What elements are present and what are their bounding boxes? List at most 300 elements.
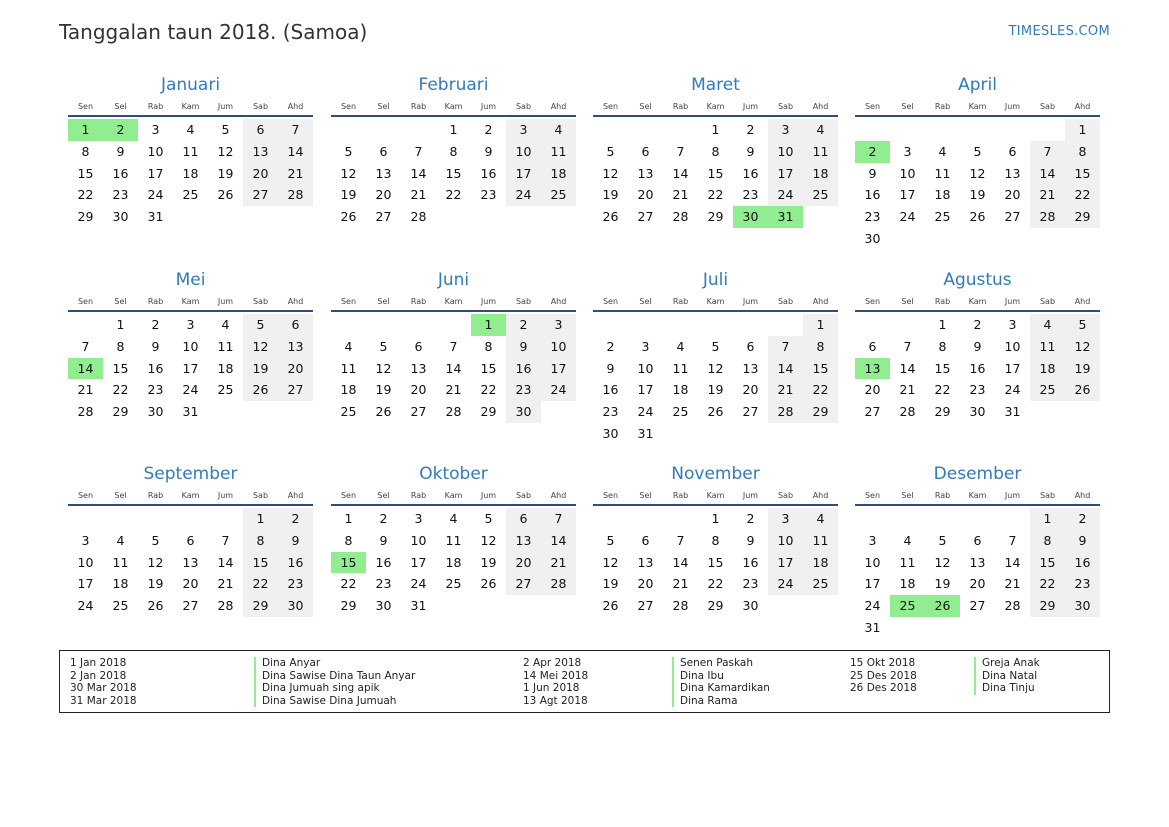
- weekday-label: Sen: [864, 491, 881, 500]
- weekday-label: Sab: [777, 102, 794, 111]
- day-cell: 19: [934, 576, 951, 592]
- weekday-header: [331, 489, 576, 503]
- weekday-label: Kam: [444, 297, 463, 306]
- day-cell: 15: [77, 165, 94, 181]
- day-cell: 25: [803, 573, 838, 595]
- legend-date: 14 Mei 2018: [523, 669, 589, 682]
- day-cell: 24: [147, 187, 164, 203]
- day-cell: 27: [506, 573, 541, 595]
- weekday-label: Sen: [864, 297, 881, 306]
- empty-cell: [593, 314, 628, 336]
- day-cell: 25: [672, 404, 689, 420]
- day-cell: 16: [506, 358, 541, 380]
- day-cell: 14: [899, 360, 916, 376]
- empty-cell: [68, 314, 103, 336]
- day-cell: 17: [637, 382, 654, 398]
- weekday-label: Sab: [252, 297, 269, 306]
- empty-cell: [663, 119, 698, 141]
- day-cell: 7: [414, 143, 423, 159]
- day-cell: 21: [445, 382, 462, 398]
- holiday-day-cell: 2: [103, 119, 138, 141]
- holiday-day-cell: 2: [855, 141, 890, 163]
- day-cell: 12: [602, 554, 619, 570]
- day-cell: 4: [541, 119, 576, 141]
- weekday-label: Ahd: [550, 491, 567, 500]
- weekday-label: Sen: [602, 297, 619, 306]
- day-cell: 26: [147, 598, 164, 614]
- empty-cell: [890, 119, 925, 141]
- day-cell: 10: [768, 141, 803, 163]
- day-cell: 20: [506, 552, 541, 574]
- legend-date: 2 Apr 2018: [523, 657, 582, 669]
- holiday-day-cell: 14: [68, 358, 103, 380]
- day-cell: 24: [410, 576, 427, 592]
- day-cell: 1: [711, 122, 720, 137]
- weekday-label: Kam: [968, 102, 987, 111]
- empty-cell: [366, 119, 401, 141]
- day-cell: 20: [637, 576, 654, 592]
- day-cell: 23: [278, 573, 313, 595]
- day-cell: 7: [541, 508, 576, 530]
- weekday-label: Jum: [1004, 491, 1021, 500]
- header-rule: [331, 504, 576, 506]
- empty-cell: [173, 508, 208, 530]
- empty-cell: [698, 314, 733, 336]
- day-cell: 23: [506, 379, 541, 401]
- weekday-header: [855, 100, 1100, 114]
- day-cell: 12: [969, 165, 986, 181]
- weekday-label: Rab: [147, 491, 164, 500]
- weekday-label: Rab: [147, 102, 164, 111]
- weekday-label: Kam: [181, 491, 200, 500]
- weekday-header: [593, 295, 838, 309]
- day-cell: 6: [746, 338, 755, 354]
- weekday-label: Rab: [672, 491, 689, 500]
- legend-holiday-name: Dina Rama: [680, 694, 738, 707]
- legend-date: 13 Agt 2018: [523, 694, 588, 707]
- day-cell: 13: [637, 554, 654, 570]
- day-cell: 12: [602, 165, 619, 181]
- weekday-header: [855, 489, 1100, 503]
- day-cell: 16: [602, 382, 619, 398]
- empty-cell: [68, 508, 103, 530]
- legend-date: 25 Des 2018: [850, 669, 917, 682]
- day-cell: 13: [1004, 165, 1021, 181]
- day-cell: 14: [1004, 554, 1021, 570]
- day-cell: 2: [379, 511, 388, 526]
- day-cell: 27: [1004, 209, 1021, 225]
- day-cell: 23: [1065, 573, 1100, 595]
- weekday-label: Rab: [934, 102, 951, 111]
- empty-cell: [366, 314, 401, 336]
- empty-cell: [628, 314, 663, 336]
- day-cell: 27: [864, 404, 881, 420]
- day-cell: 21: [768, 379, 803, 401]
- month-name: September: [143, 464, 238, 484]
- day-cell: 4: [449, 511, 458, 526]
- day-cell: 19: [602, 187, 619, 203]
- day-cell: 1: [1030, 508, 1065, 530]
- month-juli: [593, 269, 838, 445]
- day-cell: 11: [803, 141, 838, 163]
- day-cell: 1: [116, 317, 125, 332]
- day-grid: [593, 508, 838, 617]
- day-cell: 18: [340, 382, 357, 398]
- day-cell: 27: [375, 209, 392, 225]
- day-cell: 28: [77, 404, 94, 420]
- day-cell: 21: [1030, 184, 1065, 206]
- day-grid: [593, 314, 838, 445]
- weekday-label: Jum: [1004, 102, 1021, 111]
- day-cell: 13: [278, 336, 313, 358]
- day-cell: 12: [217, 143, 234, 159]
- site-link[interactable]: TIMESLES.COM: [1008, 24, 1110, 39]
- day-cell: 18: [1030, 358, 1065, 380]
- day-cell: 12: [1065, 336, 1100, 358]
- day-cell: 8: [344, 532, 353, 548]
- day-cell: 4: [116, 532, 125, 548]
- day-cell: 21: [278, 163, 313, 185]
- day-cell: 11: [672, 360, 689, 376]
- day-cell: 10: [637, 360, 654, 376]
- legend-holiday-name: Dina Ibu: [680, 669, 724, 682]
- day-cell: 29: [707, 209, 724, 225]
- empty-cell: [593, 119, 628, 141]
- weekday-label: Sel: [639, 491, 652, 500]
- day-cell: 22: [77, 187, 94, 203]
- day-cell: 30: [602, 425, 619, 441]
- day-cell: 8: [1065, 141, 1100, 163]
- day-cell: 30: [742, 598, 759, 614]
- day-cell: 1: [243, 508, 278, 530]
- day-cell: 21: [899, 382, 916, 398]
- day-cell: 14: [672, 165, 689, 181]
- day-cell: 13: [410, 360, 427, 376]
- weekday-label: Sab: [1039, 491, 1056, 500]
- day-cell: 10: [410, 532, 427, 548]
- day-cell: 15: [112, 360, 129, 376]
- day-cell: 26: [1065, 379, 1100, 401]
- weekday-label: Kam: [444, 491, 463, 500]
- day-cell: 30: [864, 230, 881, 246]
- day-cell: 8: [449, 143, 458, 159]
- day-cell: 3: [541, 314, 576, 336]
- day-cell: 3: [506, 119, 541, 141]
- holiday-legend: [59, 650, 1110, 713]
- day-cell: 30: [1065, 595, 1100, 617]
- empty-cell: [401, 119, 436, 141]
- day-cell: 17: [899, 187, 916, 203]
- day-cell: 6: [868, 338, 877, 354]
- legend-date: 15 Okt 2018: [850, 657, 916, 669]
- weekday-label: Kam: [706, 297, 725, 306]
- day-cell: 5: [379, 338, 388, 354]
- day-cell: 15: [803, 358, 838, 380]
- day-cell: 14: [445, 360, 462, 376]
- day-cell: 9: [746, 143, 755, 159]
- day-cell: 9: [278, 530, 313, 552]
- day-cell: 5: [973, 143, 982, 159]
- day-cell: 21: [410, 187, 427, 203]
- day-cell: 12: [243, 336, 278, 358]
- weekday-label: Ahd: [812, 102, 829, 111]
- day-cell: 15: [707, 165, 724, 181]
- day-cell: 5: [606, 143, 615, 159]
- day-cell: 22: [707, 187, 724, 203]
- month-september: [68, 463, 313, 617]
- legend-names-1: [254, 657, 415, 707]
- day-cell: 18: [899, 576, 916, 592]
- weekday-label: Ahd: [812, 297, 829, 306]
- weekday-label: Sab: [777, 297, 794, 306]
- day-cell: 5: [151, 532, 160, 548]
- day-cell: 29: [707, 598, 724, 614]
- header-rule: [855, 504, 1100, 506]
- day-cell: 6: [414, 338, 423, 354]
- weekday-label: Sen: [602, 102, 619, 111]
- day-cell: 7: [1030, 141, 1065, 163]
- day-cell: 4: [938, 143, 947, 159]
- day-cell: 28: [217, 598, 234, 614]
- day-cell: 19: [375, 382, 392, 398]
- weekday-label: Jum: [742, 297, 759, 306]
- day-cell: 30: [375, 598, 392, 614]
- day-cell: 9: [484, 143, 493, 159]
- day-cell: 15: [480, 360, 497, 376]
- day-cell: 29: [77, 209, 94, 225]
- day-cell: 24: [506, 184, 541, 206]
- day-cell: 26: [375, 404, 392, 420]
- day-cell: 17: [182, 360, 199, 376]
- month-juni: [331, 269, 576, 423]
- day-cell: 1: [344, 511, 353, 526]
- day-cell: 27: [637, 598, 654, 614]
- day-cell: 27: [243, 184, 278, 206]
- day-cell: 17: [410, 554, 427, 570]
- day-cell: 2: [973, 317, 982, 332]
- weekday-label: Rab: [934, 491, 951, 500]
- day-cell: 10: [77, 554, 94, 570]
- day-cell: 19: [243, 358, 278, 380]
- month-name: Januari: [160, 75, 221, 95]
- holiday-day-cell: 25: [890, 595, 925, 617]
- day-cell: 2: [1065, 508, 1100, 530]
- day-cell: 20: [742, 382, 759, 398]
- legend-holiday-name: Dina Tinju: [982, 682, 1035, 695]
- day-cell: 22: [934, 382, 951, 398]
- day-cell: 18: [112, 576, 129, 592]
- day-cell: 6: [641, 143, 650, 159]
- day-cell: 20: [182, 576, 199, 592]
- day-cell: 6: [379, 143, 388, 159]
- day-cell: 7: [1008, 532, 1017, 548]
- empty-cell: [890, 508, 925, 530]
- day-cell: 24: [541, 379, 576, 401]
- month-name: Juli: [702, 270, 729, 290]
- day-cell: 11: [803, 530, 838, 552]
- empty-cell: [663, 314, 698, 336]
- day-cell: 25: [445, 576, 462, 592]
- legend-holiday-name: Dina Sawise Dina Taun Anyar: [262, 669, 416, 682]
- weekday-header: [593, 489, 838, 503]
- day-cell: 12: [934, 554, 951, 570]
- day-grid: [331, 119, 576, 228]
- day-cell: 30: [506, 401, 541, 423]
- day-cell: 29: [340, 598, 357, 614]
- day-cell: 16: [969, 360, 986, 376]
- empty-cell: [208, 508, 243, 530]
- day-cell: 12: [375, 360, 392, 376]
- day-cell: 6: [278, 314, 313, 336]
- empty-cell: [138, 508, 173, 530]
- day-cell: 7: [221, 532, 230, 548]
- day-cell: 15: [934, 360, 951, 376]
- day-cell: 16: [1065, 552, 1100, 574]
- day-cell: 23: [480, 187, 497, 203]
- day-cell: 26: [217, 187, 234, 203]
- day-cell: 24: [77, 598, 94, 614]
- day-cell: 3: [641, 338, 650, 354]
- day-cell: 21: [1004, 576, 1021, 592]
- day-cell: 25: [541, 184, 576, 206]
- month-name: Juni: [437, 270, 470, 290]
- month-maret: [593, 74, 838, 228]
- day-cell: 20: [410, 382, 427, 398]
- day-cell: 1: [938, 317, 947, 332]
- legend-holiday-name: Dina Sawise Dina Jumuah: [262, 694, 397, 707]
- day-cell: 28: [899, 404, 916, 420]
- day-cell: 11: [112, 554, 129, 570]
- day-cell: 4: [186, 122, 195, 137]
- weekday-label: Sen: [864, 102, 881, 111]
- day-cell: 22: [803, 379, 838, 401]
- day-cell: 23: [969, 382, 986, 398]
- holiday-day-cell: 1: [471, 314, 506, 336]
- weekday-label: Rab: [934, 297, 951, 306]
- holiday-day-cell: 31: [768, 206, 803, 228]
- weekday-header: [68, 489, 313, 503]
- month-name: November: [671, 464, 760, 484]
- day-cell: 13: [182, 554, 199, 570]
- month-name: April: [958, 75, 997, 95]
- day-cell: 28: [445, 404, 462, 420]
- weekday-label: Kam: [968, 297, 987, 306]
- holiday-day-cell: 30: [733, 206, 768, 228]
- month-januari: [68, 74, 313, 228]
- legend-names-2: [672, 657, 770, 707]
- header-rule: [593, 504, 838, 506]
- day-cell: 13: [375, 165, 392, 181]
- day-cell: 21: [672, 187, 689, 203]
- legend-holiday-name: Greja Anak: [982, 657, 1040, 669]
- day-cell: 21: [77, 382, 94, 398]
- day-cell: 3: [81, 532, 90, 548]
- day-cell: 27: [410, 404, 427, 420]
- day-cell: 9: [506, 336, 541, 358]
- weekday-label: Jum: [480, 297, 497, 306]
- holiday-day-cell: 13: [855, 358, 890, 380]
- day-cell: 16: [278, 552, 313, 574]
- weekday-header: [331, 295, 576, 309]
- day-cell: 5: [606, 532, 615, 548]
- header-rule: [593, 115, 838, 117]
- day-cell: 15: [243, 552, 278, 574]
- day-cell: 15: [445, 165, 462, 181]
- day-cell: 5: [221, 122, 230, 137]
- month-agustus: [855, 269, 1100, 423]
- empty-cell: [855, 119, 890, 141]
- day-cell: 3: [151, 122, 160, 137]
- day-cell: 13: [506, 530, 541, 552]
- day-cell: 26: [340, 209, 357, 225]
- day-cell: 29: [1065, 206, 1100, 228]
- holiday-day-cell: 15: [331, 552, 366, 574]
- weekday-label: Sel: [377, 102, 390, 111]
- weekday-label: Rab: [410, 297, 427, 306]
- legend-dates-1: [70, 657, 137, 707]
- weekday-label: Sab: [1039, 297, 1056, 306]
- day-cell: 4: [803, 508, 838, 530]
- day-cell: 13: [243, 141, 278, 163]
- day-cell: 6: [186, 532, 195, 548]
- day-cell: 17: [864, 576, 881, 592]
- day-cell: 23: [112, 187, 129, 203]
- legend-holiday-name: Dina Kamardikan: [680, 682, 770, 695]
- header-rule: [68, 504, 313, 506]
- day-cell: 13: [742, 360, 759, 376]
- legend-date: 31 Mar 2018: [70, 694, 137, 707]
- day-cell: 29: [243, 595, 278, 617]
- day-grid: [68, 508, 313, 617]
- month-november: [593, 463, 838, 617]
- day-cell: 24: [768, 573, 803, 595]
- weekday-label: Kam: [181, 297, 200, 306]
- weekday-label: Rab: [410, 102, 427, 111]
- day-cell: 9: [1065, 530, 1100, 552]
- weekday-label: Ahd: [812, 491, 829, 500]
- day-cell: 17: [768, 552, 803, 574]
- day-cell: 11: [217, 338, 234, 354]
- day-cell: 8: [711, 532, 720, 548]
- day-cell: 5: [344, 143, 353, 159]
- month-name: Februari: [418, 75, 489, 95]
- day-cell: 27: [742, 404, 759, 420]
- empty-cell: [1030, 119, 1065, 141]
- day-cell: 15: [707, 554, 724, 570]
- empty-cell: [855, 314, 890, 336]
- day-cell: 29: [480, 404, 497, 420]
- weekday-header: [855, 295, 1100, 309]
- day-cell: 8: [81, 143, 90, 159]
- weekday-header: [593, 100, 838, 114]
- day-cell: 31: [637, 425, 654, 441]
- day-grid: [855, 314, 1100, 423]
- weekday-label: Sab: [515, 297, 532, 306]
- legend-dates-2: [523, 657, 588, 707]
- day-cell: 16: [742, 165, 759, 181]
- day-cell: 16: [480, 165, 497, 181]
- day-cell: 20: [375, 187, 392, 203]
- legend-date: 30 Mar 2018: [70, 682, 137, 695]
- day-cell: 9: [973, 338, 982, 354]
- day-cell: 4: [676, 338, 685, 354]
- empty-cell: [436, 314, 471, 336]
- day-cell: 9: [868, 165, 877, 181]
- day-cell: 18: [182, 165, 199, 181]
- day-cell: 25: [934, 209, 951, 225]
- weekday-label: Sab: [777, 491, 794, 500]
- day-cell: 2: [506, 314, 541, 336]
